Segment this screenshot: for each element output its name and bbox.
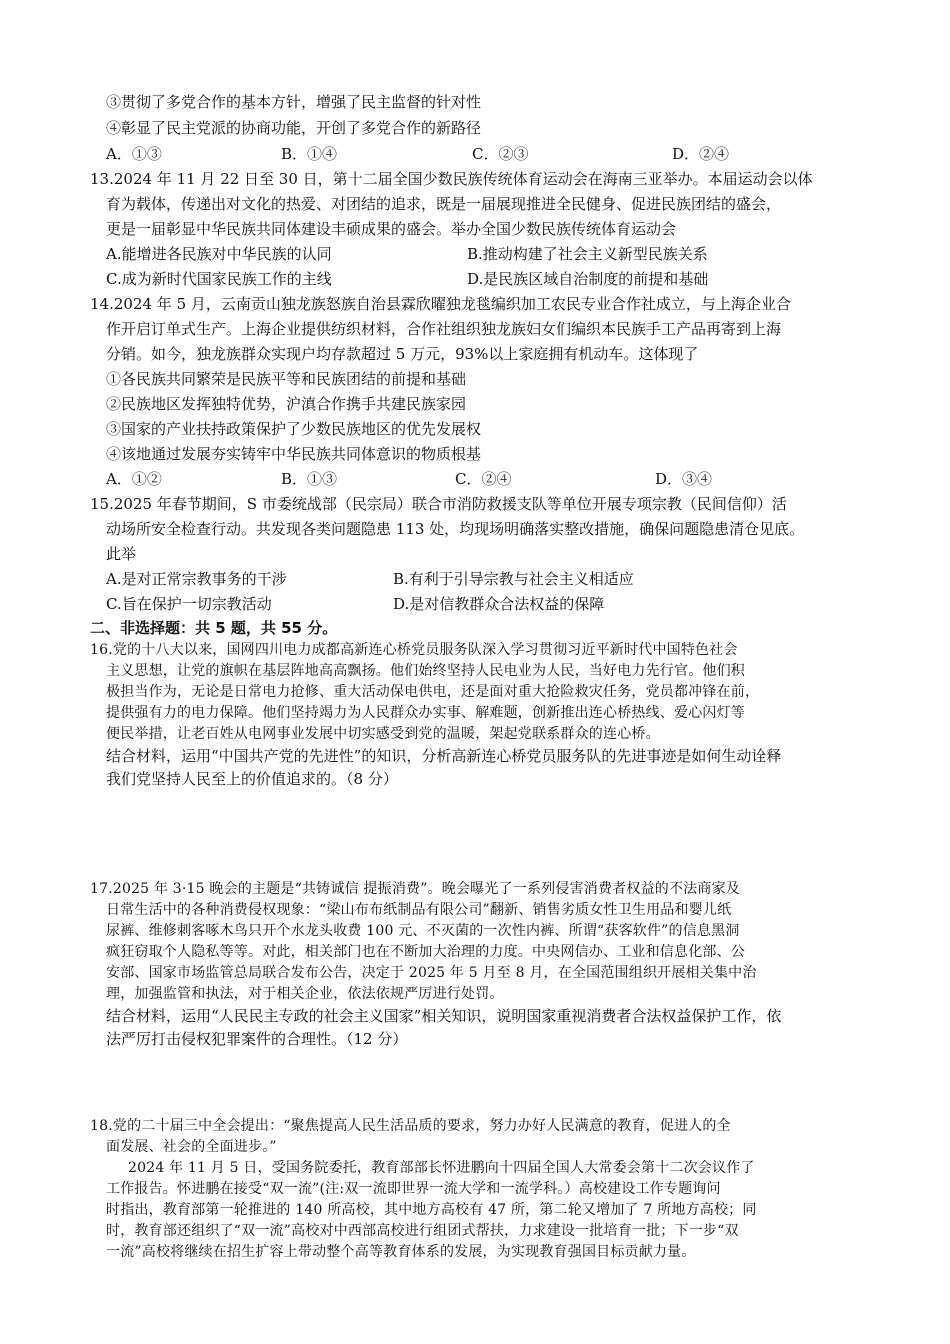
q18-line: 2024 年 11 月 5 日，受国务院委托，教育部部长怀进鹏向十四届全国人大常委会第十二次会议作了 <box>128 1160 755 1176</box>
q13-option-d: D.是民族区域自治制度的前提和基础 <box>467 270 709 288</box>
q13-option-c: C.成为新时代国家民族工作的主线 <box>106 270 332 288</box>
q16-line: 极担当作为，无论是日常电力抢修、重大活动保电供电，还是面对重大抢险救灾任务，党员都冲锋在前， <box>106 684 760 700</box>
q14-item-1: ①各民族共同繁荣是民族平等和民族团结的前提和基础 <box>106 370 467 388</box>
q16-prompt-line: 结合材料，运用“中国共产党的先进性”的知识，分析高新连心桥党员服务队的先进事迹是如何生动诠释 <box>106 747 782 765</box>
q15-stem-line: 此举 <box>106 545 137 563</box>
q15-option-a: A.是对正常宗教事务的干涉 <box>106 570 287 588</box>
q15-option-c: C.旨在保护一切宗教活动 <box>106 595 272 613</box>
q17-line: 尿裤、维修刺客啄木鸟只开个水龙头收费 100 元、不灭菌的一次性内裤、所谓“获客软件”的信息黑洞 <box>106 923 740 939</box>
q18-line: 时指出，教育部第一轮推进的 140 所高校，其中地方高校有 47 所，第二轮又增加了 7 所地方高校；同 <box>106 1202 757 1218</box>
q12-choice-a: A．①③ <box>106 145 162 163</box>
q16-line: 便民举措，让老百姓从电网事业发展中切实感受到党的温暖，架起党联系群众的连心桥。 <box>106 726 660 742</box>
q13-stem-line: 更是一届彰显中华民族共同体建设丰硕成果的盛会。举办全国少数民族传统体育运动会 <box>106 220 677 238</box>
q16-line: 16.党的十八大以来，国网四川电力成都高新连心桥党员服务队深入学习贯彻习近平新时代中国特色社会 <box>90 642 738 658</box>
q18-line: 18.党的二十届三中全会提出：“聚焦提高人民生活品质的要求，努力办好人民满意的教育，促进人的全 <box>90 1118 731 1134</box>
q18-line: 面发展、社会的全面进步。” <box>106 1139 277 1155</box>
q16-line: 提供强有力的电力保障。他们坚持竭力为人民群众办实事、解难题，创新推出连心桥热线、爱心闪灯等 <box>106 705 745 721</box>
q13-stem-line: 13.2024 年 11 月 22 日至 30 日，第十二届全国少数民族传统体育运动会在海南三亚举办。本届运动会以体 <box>90 170 813 188</box>
q17-line: 理，加强监管和执法，对于相关企业，依法依规严厉进行处罚。 <box>106 986 504 1002</box>
q17-line: 日常生活中的各种消费侵权现象：“梁山布布纸制品有限公司”翻新、销售劣质女性卫生用品和婴儿纸 <box>106 902 732 918</box>
q14-choice-b: B．①③ <box>281 470 338 488</box>
q13-option-a: A.能增进各民族对中华民族的认同 <box>106 245 332 263</box>
q12-option-4: ④彰显了民主党派的协商功能，开创了多党合作的新路径 <box>106 119 482 137</box>
section-2-heading: 二、非选择题：共 5 题，共 55 分。 <box>90 619 338 637</box>
q14-choice-d: D．③④ <box>655 470 713 488</box>
q14-item-4: ④该地通过发展夯实铸牢中华民族共同体意识的物质根基 <box>106 445 482 463</box>
q16-line: 主义思想，让党的旗帜在基层阵地高高飘扬。他们始终坚持人民电业为人民，当好电力先行官。他们积 <box>106 663 745 679</box>
q18-line: 一流”高校将继续在招生扩容上带动整个高等教育体系的发展，为实现教育强国目标贡献力量。 <box>106 1244 696 1260</box>
q15-stem-line: 动场所安全检查行动。共发现各类问题隐患 113 处，均现场明确落实整改措施，确保问题隐患清仓见底。 <box>106 520 805 538</box>
q14-choice-c: C．②④ <box>455 470 512 488</box>
q15-option-d: D.是对信教群众合法权益的保障 <box>393 595 605 613</box>
q18-line: 工作报告。怀进鹏在接受“双一流”(注:双一流即世界一流大学和一流学科。）高校建设工作专题询问 <box>106 1181 721 1197</box>
q15-stem-line: 15.2025 年春节期间，S 市委统战部（民宗局）联合市消防救援支队等单位开展专项宗教（民间信仰）活 <box>90 495 787 513</box>
q17-line: 安部、国家市场监管总局联合发布公告，决定于 2025 年 5 月至 8 月，在全国范围组织开展相关集中治 <box>106 965 757 981</box>
q12-choice-c: C．②③ <box>472 145 529 163</box>
q12-option-3: ③贯彻了多党合作的基本方针，增强了民主监督的针对性 <box>106 93 482 111</box>
q17-prompt-line: 结合材料，运用“人民民主专政的社会主义国家”相关知识，说明国家重视消费者合法权益保护工作，依 <box>106 1007 782 1025</box>
q16-prompt-line: 我们党坚持人民至上的价值追求的。（8 分） <box>106 770 398 788</box>
q17-line: 疯狂窃取个人隐私等等。对此，相关部门也在不断加大治理的力度。中央网信办、工业和信息化部、公 <box>106 944 745 960</box>
q14-choice-a: A．①② <box>106 470 162 488</box>
q13-option-b: B.推动构建了社会主义新型民族关系 <box>467 245 708 263</box>
q18-line: 时，教育部还组织了“双一流”高校对中西部高校进行组团式帮扶，力求建设一批培育一批；下一步“双 <box>106 1223 739 1239</box>
q14-item-2: ②民族地区发挥独特优势，沪滇合作携手共建民族家园 <box>106 395 467 413</box>
q17-line: 17.2025 年 3·15 晚会的主题是“共铸诚信 提振消费”。晚会曝光了一系列侵害消费者权益的不法商家及 <box>90 881 740 897</box>
q13-stem-line: 育为载体，传递出对文化的热爱、对团结的追求，既是一届展现推进全民健身、促进民族团结的盛会， <box>106 195 782 213</box>
q12-choice-b: B．①④ <box>281 145 338 163</box>
q14-stem-line: 分销。如今，独龙族群众实现户均存款超过 5 万元，93%以上家庭拥有机动车。这体现了 <box>106 345 699 363</box>
q15-option-b: B.有利于引导宗教与社会主义相适应 <box>393 570 634 588</box>
q12-choice-d: D．②④ <box>672 145 730 163</box>
q14-item-3: ③国家的产业扶持政策保护了少数民族地区的优先发展权 <box>106 420 482 438</box>
q17-prompt-line: 法严厉打击侵权犯罪案件的合理性。（12 分） <box>106 1030 408 1048</box>
q14-stem-line: 作开启订单式生产。上海企业提供纺织材料，合作社组织独龙族妇女们编织本民族手工产品再寄到上海 <box>106 320 782 338</box>
q14-stem-line: 14.2024 年 5 月，云南贡山独龙族怒族自治县霖欣曜独龙毯编织加工农民专业合作社成立，与上海企业合 <box>90 295 791 313</box>
